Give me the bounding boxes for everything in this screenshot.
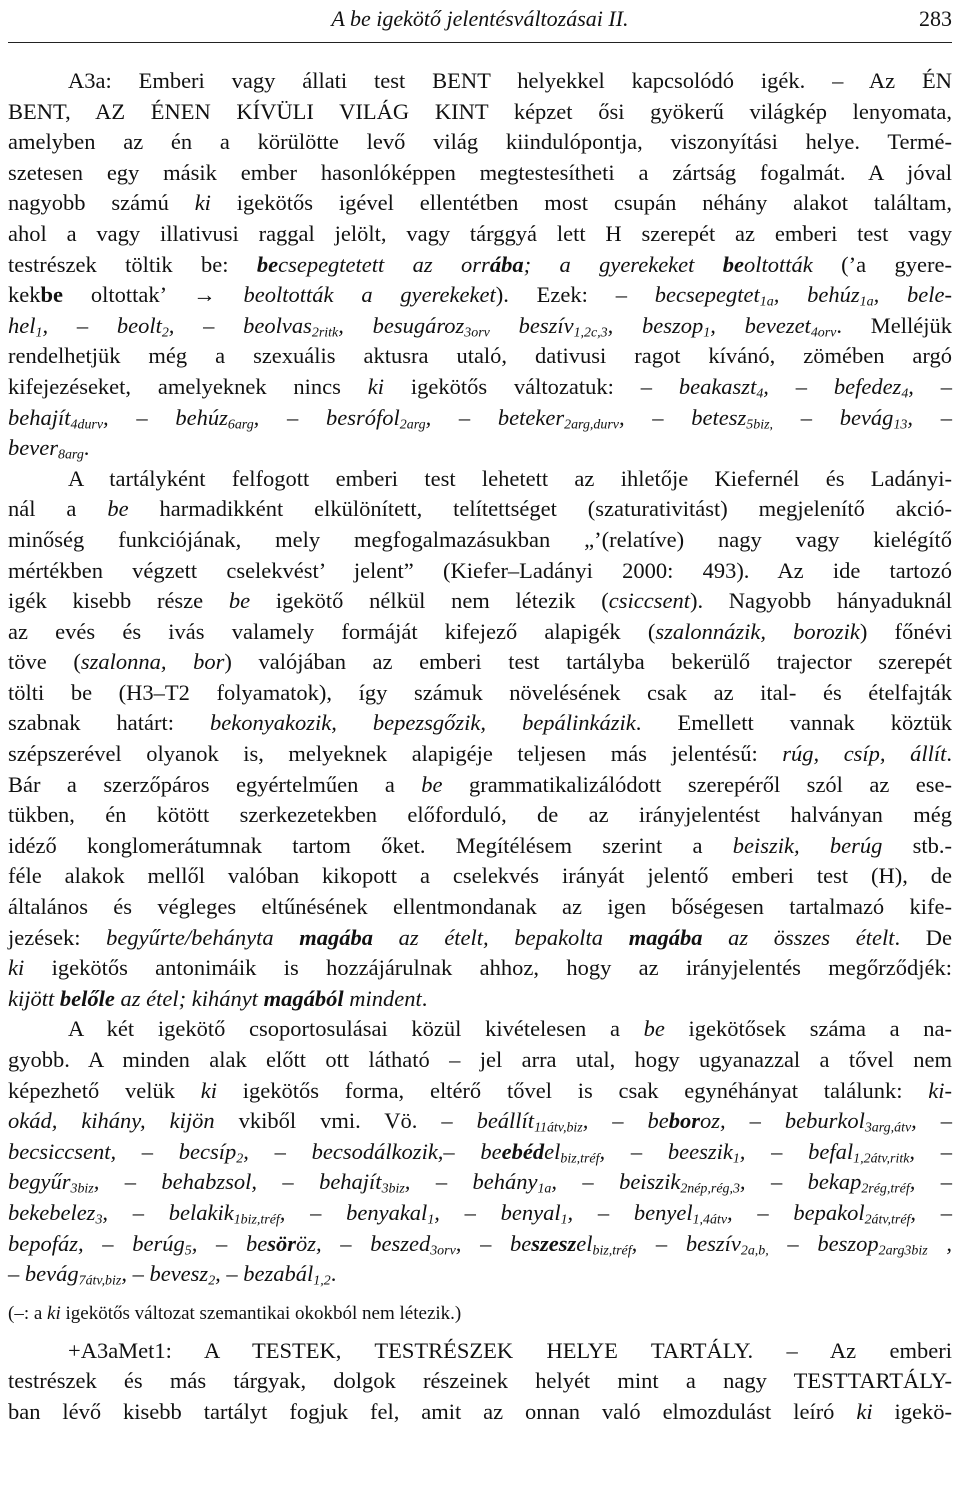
body-text (8, 66, 952, 1428)
section-gap (8, 1328, 952, 1336)
running-head (8, 4, 952, 38)
header-rule (8, 42, 952, 43)
page-number: 283 (919, 6, 952, 31)
paragraph-2: A tartályként felfogott emberi test lehetett az ihletője Kiefernél és Ladányi- nál a be harmadikként elkülönített, telítettséget (szaturativitást) megjelenítő akció- minőség funkciójának, mely megfogalmazásukban „’(relatíve) nagy vagy kielégítő mértékben végzett cselekvést’ jelent” (Kiefer–Ladányi 2000: 493). Az ide tartozó igék kisebb része be igekötő nélkül nem létezik (csiccsent). Nagyobb hányaduknál az evés és ivás valamely formáját kifejező alapigék (szalonnázik, borozik) főnévi töve (szalonna, bor) valójában az emberi test tartályba bekerülő trajector szerepét tölti be (H3–T2 folyamatok), így számuk növelésének csak az ital- és ételfajták szabnak határt: bekonyakozik, bepezsgőzik, bepálinkázik. Emellett vannak köztük szépszerével olyanok is, melyeknek alapigéje teljesen más jelentésű: rúg, csíp, állít. Bár a szerzőpáros egyértelműen a be grammatikalizálódott szerepéről szól az ese- tükben, én kötött szerkezetekben előforduló, de az irányjelentést halványan még idéző konglomerátumnak tartom őket. Megítélésem szerint a beiszik, berúg stb.- féle alakok mellől valóban kikopott a cselekvés irányát jelentő emberi test (H), de általános és végleges eltűnésének ellentmondanak az igen bőségesen tartalmazó kife- jezések: begyűrte/behányta magába az ételt, bepakolta magába az összes ételt. De ki igekötős antonimáik is hozzájárulnak ahhoz, hogy az irányjelentés megőrződjék: kijött belőle az étel; kihányt magából mindent. (8, 465, 953, 1011)
paragraph-4: +A3aMet1: A TESTEK, TESTRÉSZEK HELYE TARTÁLY. – Az emberi testrészek és más tárgyak, dolgok részeinek helyét mint a nagy TESTTARTÁLY- ban lévő kisebb tartályt fogjuk fel, amit az onnan való elmozdulást leíró ki igekö- (8, 1337, 952, 1424)
paragraph-3: A két igekötő csoportosulásai közül kivételesen a be igekötősek száma a na- gyobb. A minden alak előtt ott látható – jel arra utal, hogy ugyanazzal a tővel nem képezhető velük ki igekötős forma, eltérő tővel is csak egynéhányat találunk: ki- okád, kihány, kijön vkiből vmi. Vö. – beállít$_{11átv,biz}$, – beboroz, – beburkol$_{3arg,átv}$, – becsiccsent, – becsíp$_2$, – becsodálkozik,– beebédel$_{biz,tréf}$, – beeszik$_1$, – befal$_{1,2átv,ritk}$, – begyűr$_{3biz}$, – behabzsol, – behajít$_{3biz}$, – behány$_{1a}$, – beiszik$_{2nép,rég,3}$, – bekap$_{2rég,tréf}$, – bekebelez$_3$, – belakik$_{1biz,tréf}$, – benyakal$_1$, – benyal$_1$, – benyel$_{1,4átv}$, – bepakol$_{2átv,tréf}$, – bepofáz, – berúg$_5$, – besöröz, – beszed$_{3orv}$, – beszeszel$_{biz,tréf}$, – beszív$_{2a,b,}$ – beszop$_{2arg3biz}$ , – bevág$_{7átv,biz}$, – bevesz$_2$, – bezabál$_{1,2}$. (8, 1016, 953, 1289)
footnote: (–: a ki igekötős változat szemantikai okokból nem létezik.) (8, 1302, 462, 1324)
running-title: A be igekötő jelentésváltozásai II. (331, 6, 629, 31)
paragraph-1: A3a: Emberi vagy állati test BENT helyekkel kapcsolódó igék. – Az ÉN BENT, AZ ÉNEN KÍVÜLI VILÁG KINT képzet ősi gyökerű világkép lenyomata, amelyben az én a körülötte levő világ kiindulópontja, viszonyítási helye. Termé- szetesen egy másik ember hasonlóképpen megtestesítheti a zártság fogalmát. A jóval nagyobb számú ki igekötős igével ellentétben most csupán néhány alakot találtam, ahol a vagy illativusi raggal jelölt, vagy tárggyá lett H szerepét az emberi test vagy testrészek töltik be: becsepegtetett az orrába; a gyerekeket beoltották (’a gyere- kekbe oltottak’ → beoltották a gyerekeket). Ezek: – becsepegtet$_{1a}$, behúz$_{1a}$, bele- hel$_1$, – beolt$_2$, – beolvas$_{2ritk}$, besugároz$_{3orv}$ beszív$_{1,2c,3}$, beszop$_1$, bevezet$_{4orv}$. Melléjük rendelhetjük még a szexuális aktusra utaló, dativusi ragot kívánó, zömében argó kifejezéseket, amelyeknek nincs ki igekötős változatuk: – beakaszt$_4$, – befedez$_4$, – behajít$_{4durv}$, – behúz$_{6arg}$, – besrófol$_{2arg}$, – beteker$_{2arg,durv}$, – betesz$_{5biz,}$ – bevág$_{13}$, – bever$_{8arg}$. (8, 68, 953, 463)
